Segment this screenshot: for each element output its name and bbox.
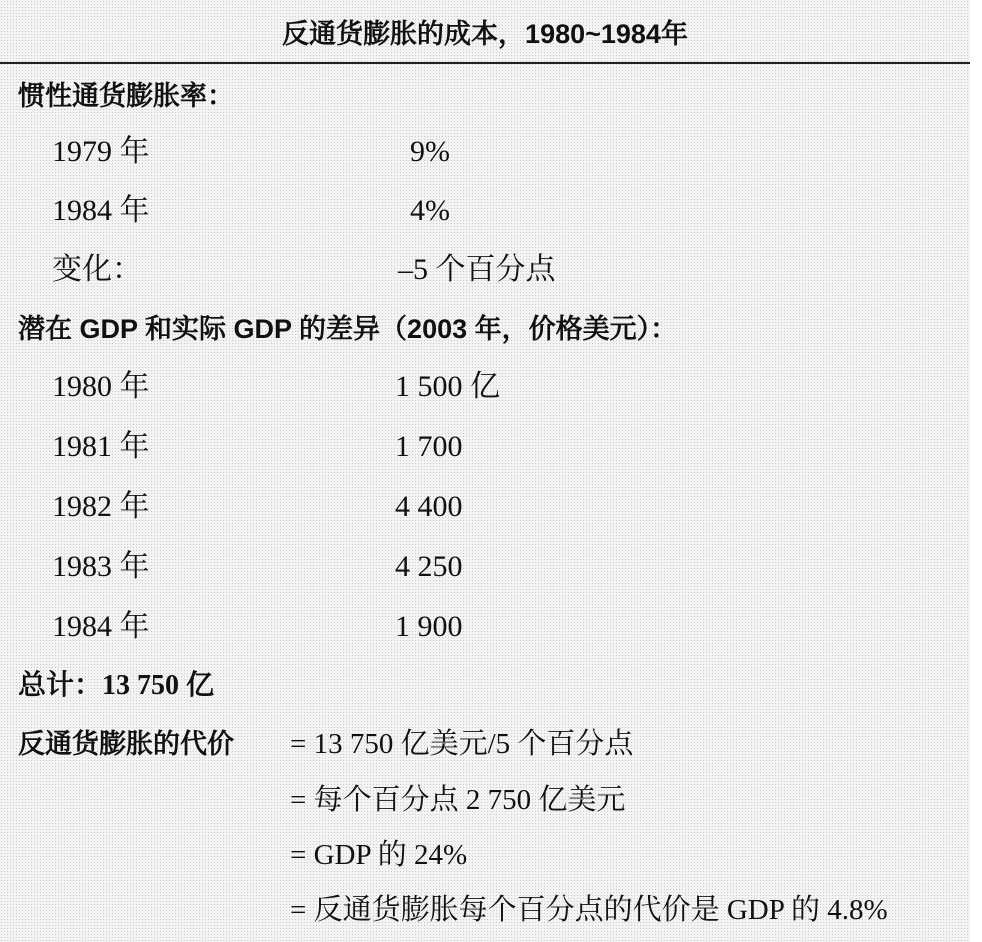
row-value: 1 700 — [395, 430, 463, 463]
cost-label: 反通货膨胀的代价 — [18, 729, 234, 759]
cost-line-4 — [0, 885, 970, 935]
cost-equation: = GDP 的 24% — [290, 839, 468, 871]
row-value: 4 400 — [395, 490, 463, 523]
gap-total: 总计：13 750 亿 — [18, 670, 215, 701]
table-title: 反通货膨胀的成本，1980~1984年 — [0, 0, 970, 64]
inertia-row-1979 — [0, 127, 970, 177]
cost-equation: = 13 750 亿美元/5 个百分点 — [290, 728, 634, 760]
cost-line-3 — [0, 830, 970, 880]
cost-equation: = 反通货膨胀每个百分点的代价是 GDP 的 4.8% — [290, 894, 888, 926]
cost-line-1 — [0, 719, 970, 769]
row-value: 1 500 亿 — [395, 370, 500, 403]
row-label: 1984 年 — [52, 610, 150, 643]
row-value: 4 250 — [395, 550, 463, 583]
row-label: 1984 年 — [52, 194, 150, 227]
gap-heading: 潜在 GDP 和实际 GDP 的差异（2003 年，价格美元）： — [18, 314, 678, 344]
gap-row-1983 — [0, 542, 970, 592]
row-label: 1981 年 — [52, 430, 150, 463]
cost-line-2 — [0, 775, 970, 825]
gap-row-1980 — [0, 362, 970, 412]
inertia-heading: 惯性通货膨胀率： — [18, 81, 234, 111]
inertia-row-1984 — [0, 186, 970, 236]
gap-row-1982 — [0, 482, 970, 532]
row-label: 1980 年 — [52, 370, 150, 403]
row-label: 1979 年 — [52, 135, 150, 168]
row-label: 1983 年 — [52, 550, 150, 583]
gap-row-1981 — [0, 422, 970, 472]
gap-row-1984 — [0, 602, 970, 652]
cost-equation: = 每个百分点 2 750 亿美元 — [290, 784, 626, 816]
row-value: –5 个百分点 — [398, 253, 556, 286]
row-value: 9% — [410, 135, 450, 168]
row-label: 变化： — [52, 253, 142, 286]
row-label: 1982 年 — [52, 490, 150, 523]
row-value: 4% — [410, 194, 450, 227]
row-value: 1 900 — [395, 610, 463, 643]
inertia-row-change — [0, 245, 970, 295]
